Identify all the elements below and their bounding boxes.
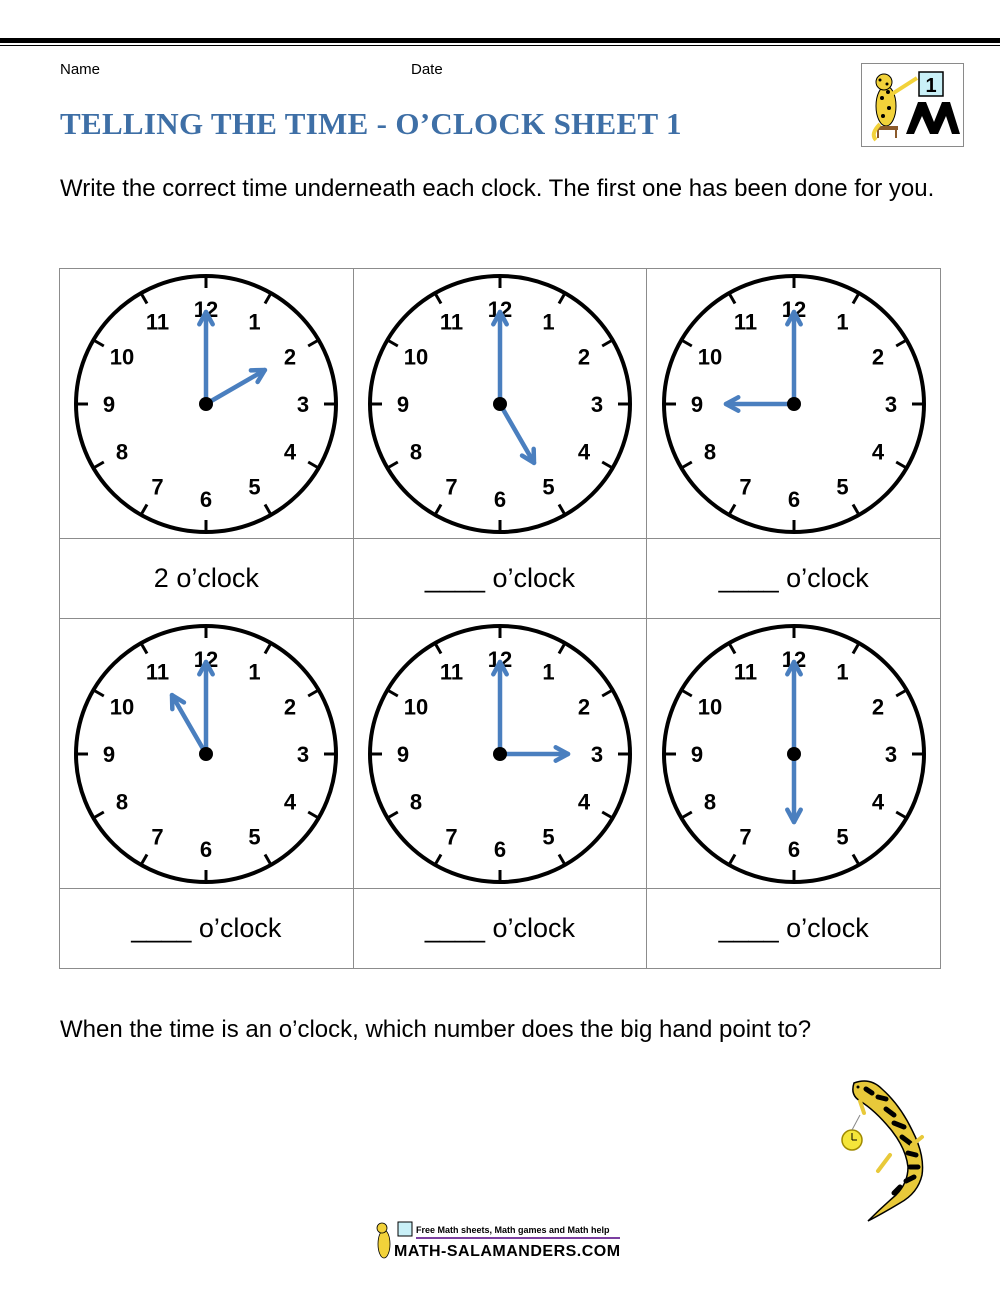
svg-text:2: 2 xyxy=(284,344,297,369)
clock-face-icon xyxy=(365,274,635,534)
svg-text:2: 2 xyxy=(577,694,591,719)
salamander-icon xyxy=(830,1075,940,1225)
svg-text:3: 3 xyxy=(590,391,604,417)
math-salamanders-footer-icon xyxy=(370,1218,630,1266)
svg-text:5: 5 xyxy=(542,473,555,499)
svg-text:10: 10 xyxy=(697,694,722,719)
instructions-text: Write the correct time underneath each clock. The first one has been done for you. xyxy=(60,175,935,202)
svg-text:3: 3 xyxy=(297,391,310,417)
svg-text:1: 1 xyxy=(836,659,849,685)
clock-cell xyxy=(353,269,647,539)
svg-text:1: 1 xyxy=(542,309,555,335)
salamander-teacher-icon xyxy=(862,64,962,145)
svg-text:11: 11 xyxy=(439,659,464,685)
svg-text:7: 7 xyxy=(151,823,164,849)
svg-text:4: 4 xyxy=(577,439,591,464)
svg-text:5: 5 xyxy=(248,823,261,849)
svg-text:9: 9 xyxy=(690,391,703,417)
svg-text:4: 4 xyxy=(577,789,591,814)
svg-text:6: 6 xyxy=(200,486,213,512)
svg-text:3: 3 xyxy=(884,391,897,417)
svg-text:MATH-SALAMANDERS.COM: MATH-SALAMANDERS.COM xyxy=(394,1243,621,1260)
svg-text:6: 6 xyxy=(200,836,213,862)
clock-cell xyxy=(647,269,941,539)
svg-text:9: 9 xyxy=(690,741,703,767)
question-text: When the time is an o’clock, which number does the big hand point to? xyxy=(60,1016,812,1043)
svg-text:11: 11 xyxy=(733,309,757,335)
svg-text:8: 8 xyxy=(116,789,129,814)
svg-text:11: 11 xyxy=(146,309,170,335)
svg-text:8: 8 xyxy=(703,439,716,464)
svg-text:10: 10 xyxy=(403,344,429,369)
svg-text:5: 5 xyxy=(836,473,849,499)
svg-text:1: 1 xyxy=(925,75,937,97)
answer-cell[interactable]: ____ o’clock xyxy=(353,539,647,619)
svg-text:11: 11 xyxy=(733,659,757,685)
svg-text:12: 12 xyxy=(781,646,806,672)
svg-text:1: 1 xyxy=(836,309,849,335)
clock-grid xyxy=(59,268,941,969)
svg-text:10: 10 xyxy=(697,344,722,369)
svg-text:7: 7 xyxy=(739,473,752,499)
clock-face-icon xyxy=(71,274,341,534)
svg-text:8: 8 xyxy=(409,439,423,464)
svg-text:11: 11 xyxy=(439,309,464,335)
clock-cell xyxy=(353,619,647,889)
svg-text:9: 9 xyxy=(396,391,410,417)
svg-text:6: 6 xyxy=(493,836,507,862)
svg-text:3: 3 xyxy=(590,741,604,767)
svg-text:4: 4 xyxy=(284,439,297,464)
answer-cell[interactable]: ____ o’clock xyxy=(647,539,941,619)
svg-text:10: 10 xyxy=(403,694,429,719)
svg-text:9: 9 xyxy=(103,391,116,417)
svg-text:7: 7 xyxy=(739,823,752,849)
svg-text:2: 2 xyxy=(871,694,884,719)
answer-cell[interactable]: ____ o’clock xyxy=(353,889,647,969)
svg-text:7: 7 xyxy=(151,473,164,499)
svg-text:7: 7 xyxy=(445,823,458,849)
svg-text:12: 12 xyxy=(194,646,219,672)
svg-text:8: 8 xyxy=(116,439,129,464)
svg-text:4: 4 xyxy=(871,439,884,464)
svg-text:Free Math sheets, Math games a: Free Math sheets, Math games and Math help xyxy=(416,1225,610,1235)
svg-text:11: 11 xyxy=(146,659,170,685)
svg-text:2: 2 xyxy=(284,694,297,719)
svg-text:2: 2 xyxy=(577,344,591,369)
svg-text:3: 3 xyxy=(297,741,310,767)
salamander-with-clock-image xyxy=(830,1075,940,1230)
clock-cell xyxy=(60,269,354,539)
clock-face-icon xyxy=(71,624,341,884)
name-label: Name xyxy=(60,61,101,78)
page-title: TELLING THE TIME - O’CLOCK SHEET 1 xyxy=(60,106,682,141)
svg-text:7: 7 xyxy=(445,473,458,499)
svg-text:1: 1 xyxy=(248,659,261,685)
svg-text:12: 12 xyxy=(487,296,513,322)
clock-face-icon xyxy=(659,624,929,884)
svg-text:6: 6 xyxy=(787,486,800,512)
svg-text:12: 12 xyxy=(194,296,219,322)
clock-cell xyxy=(647,619,941,889)
clock-face-icon xyxy=(659,274,929,534)
svg-text:9: 9 xyxy=(103,741,116,767)
svg-text:2: 2 xyxy=(871,344,884,369)
answer-cell[interactable]: 2 o’clock xyxy=(60,539,354,619)
footer-logo[interactable] xyxy=(370,1218,630,1271)
svg-text:9: 9 xyxy=(396,741,410,767)
clock-cell xyxy=(60,619,354,889)
svg-text:5: 5 xyxy=(836,823,849,849)
answer-cell[interactable]: ____ o’clock xyxy=(60,889,354,969)
svg-text:10: 10 xyxy=(110,344,135,369)
svg-text:1: 1 xyxy=(248,309,261,335)
answer-cell[interactable]: ____ o’clock xyxy=(647,889,941,969)
math-salamanders-logo xyxy=(861,63,964,147)
svg-text:3: 3 xyxy=(884,741,897,767)
date-label: Date xyxy=(411,61,443,78)
svg-text:6: 6 xyxy=(787,836,800,862)
svg-text:6: 6 xyxy=(493,486,507,512)
svg-text:1: 1 xyxy=(542,659,555,685)
svg-text:8: 8 xyxy=(703,789,716,814)
svg-text:5: 5 xyxy=(542,823,555,849)
svg-text:4: 4 xyxy=(871,789,884,814)
clock-face-icon xyxy=(365,624,635,884)
svg-text:8: 8 xyxy=(409,789,423,814)
svg-text:4: 4 xyxy=(284,789,297,814)
top-rule xyxy=(0,38,1000,43)
svg-text:10: 10 xyxy=(110,694,135,719)
top-rule-thin xyxy=(0,45,1000,46)
svg-text:5: 5 xyxy=(248,473,261,499)
svg-text:12: 12 xyxy=(487,646,513,672)
svg-text:12: 12 xyxy=(781,296,806,322)
